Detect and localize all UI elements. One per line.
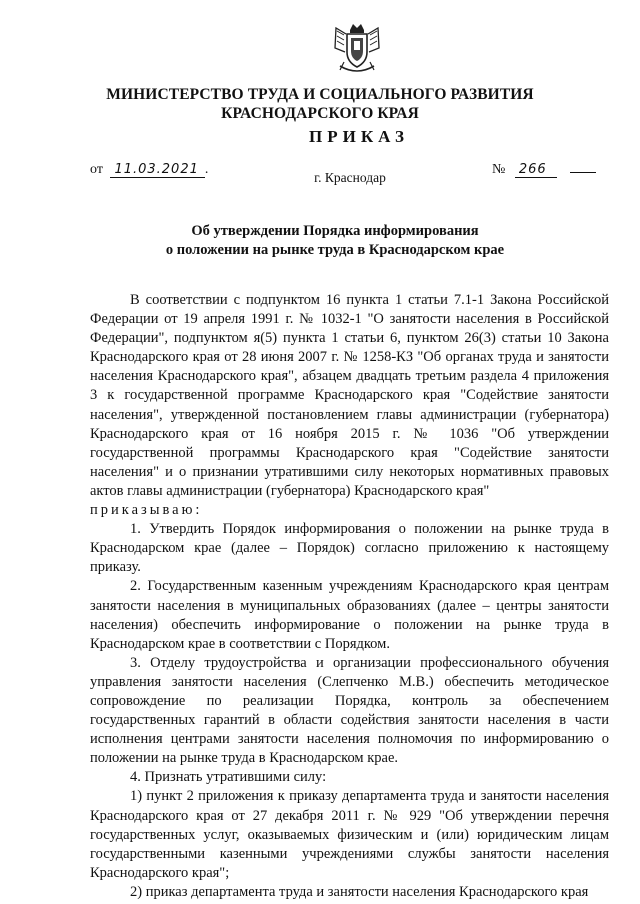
subject-line2: о положении на рынке труда в Краснодарском крае xyxy=(165,242,505,258)
document-type-title: ПРИКАЗ xyxy=(309,127,409,146)
ministry-name xyxy=(60,85,580,123)
order-word: приказываю: xyxy=(90,502,203,519)
document-number: 266 xyxy=(515,163,557,178)
order-item-2: 2. Государственным казенным учреждениям Краснодарского края центрам занятости населения в муниципальных образованиях (далее – центры занятости населения) обеспечить информирование о положении на рынке труда в Краснодарском крае в соответствии с Порядком. xyxy=(90,578,609,652)
number-underline xyxy=(570,160,596,173)
krasnodar-coat-of-arms-icon xyxy=(330,22,384,78)
ministry-name-line1: МИНИСТЕРСТВО ТРУДА И СОЦИАЛЬНОГО РАЗВИТИЯ xyxy=(106,86,534,103)
document-city: г. Краснодар xyxy=(314,170,386,185)
document-number-row xyxy=(492,160,596,178)
document-subject xyxy=(60,222,580,260)
order-item-4-2: 2) приказ департамента труда и занятости населения Краснодарского края xyxy=(130,883,589,900)
number-prefix: № xyxy=(492,162,506,177)
order-item-3: 3. Отделу трудоустройства и организации профессионального обучения управления занятости населения (Слепченко М.В.) обеспечить методическое сопровождение по реализации Порядка, контроль за обеспечением государственных гарантий в области содействия занятости населения в части исполнения центрами занятости населения полномочия по информированию о положении на рынке труда в Краснодарском крае. xyxy=(90,654,609,767)
preamble-paragraph: В соответствии с подпунктом 16 пункта 1 статьи 7.1-1 Закона Российской Федерации от 19 апреля 1991 г. № 1032-1 "О занятости населения в Российской Федерации", подпунктом я(5) пункта 1 статьи 6, пунктом 26(3) статьи 10 Закона Краснодарского края от 28 июня 2007 г. № 1258-КЗ "Об органах труда и занятости населения Краснодарского края", абзацем двадцать третьим раздела 4 приложения 3 к государственной программе Краснодарского края "Содействие занятости населения", утвержденной постановлением главы администрации (губернатора) Краснодарского края от 16 ноября 2015 г. № 1036 "Об утверждении государственной программы Краснодарского края "Содействие занятости населения" и о признании утратившими силу некоторых нормативных правовых актов главы администрации (губернатора) Краснодарского края" xyxy=(90,292,609,499)
document-date: 11.03.2021 xyxy=(110,163,204,178)
document-body xyxy=(90,291,609,902)
subject-line1: Об утверждении Порядка информирования xyxy=(191,223,479,239)
ministry-name-line2: КРАСНОДАРСКОГО КРАЯ xyxy=(221,105,419,122)
order-item-1: 1. Утвердить Порядок информирования о положении на рынке труда в Краснодарском крае (далее – Порядок) согласно приложению к настоящему приказу. xyxy=(90,521,609,576)
date-prefix: от xyxy=(90,162,103,177)
document-date-row: от 11.03.2021 . xyxy=(90,162,209,177)
order-item-4-1: 1) пункт 2 приложения к приказу департамента труда и занятости населения Краснодарского края от 27 декабря 2011 г. № 929 "Об утверждении перечня государственных услуг, оказываемых физическим и (или) юридическим лицам государственными казенными учреждениями службы занятости населения Краснодарского края"; xyxy=(90,788,609,881)
order-item-4: 4. Признать утратившими силу: xyxy=(130,769,327,786)
